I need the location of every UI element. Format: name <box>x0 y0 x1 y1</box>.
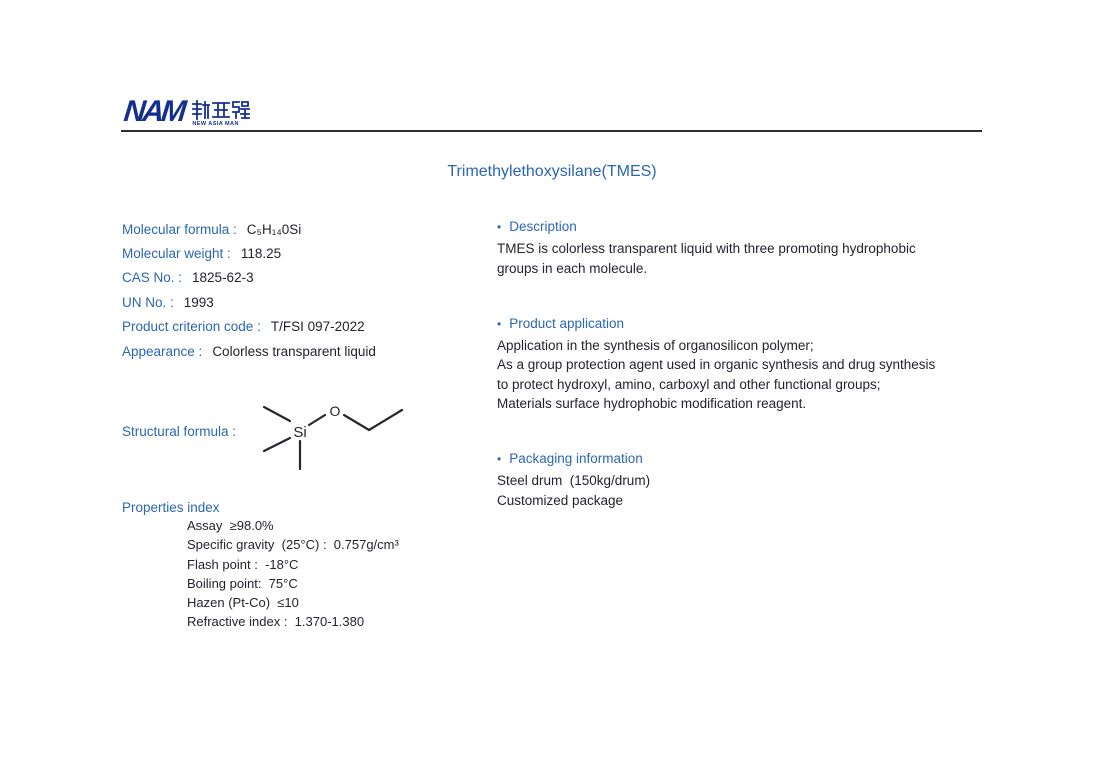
silicon-atom-label: Si <box>293 424 307 441</box>
field-label: Product criterion code : <box>122 319 261 335</box>
section-text-line: TMES is colorless transparent liquid with three promoting hydrophobic <box>497 241 916 256</box>
section-text-line: groups in each molecule. <box>497 260 648 276</box>
page-title: Trimethylethoxysilane(TMES) <box>447 163 657 180</box>
header-divider <box>121 130 982 132</box>
field-label: Appearance : <box>122 343 203 359</box>
section-text-line: Materials surface hydrophobic modification reagent. <box>497 396 807 411</box>
info-field-row <box>122 290 376 314</box>
section-text-line: to protect hydroxyl, amino, carboxyl and other functional groups; <box>497 376 881 392</box>
right-column <box>497 217 977 546</box>
info-field-row <box>122 241 376 265</box>
field-value: 1825-62-3 <box>192 270 254 286</box>
info-field-row <box>122 339 376 363</box>
bullet-icon: • <box>497 452 502 466</box>
field-label: Molecular weight : <box>122 246 231 262</box>
logo-subtext: NEW ASIA MAN <box>192 121 239 127</box>
property-line: Refractive index : 1.370-1.380 <box>187 614 365 630</box>
property-line: Specific gravity (25°C) : 0.757g/cm³ <box>187 537 399 553</box>
property-line: Assay ≥98.0% <box>187 518 274 533</box>
field-value: 118.25 <box>240 246 282 262</box>
field-value: T/FSI 097-2022 <box>270 319 365 335</box>
properties-list <box>187 516 399 632</box>
content-section <box>497 449 977 510</box>
structural-formula-drawing <box>250 390 415 474</box>
field-label: CAS No. : <box>122 270 183 286</box>
section-heading <box>497 217 977 237</box>
info-field-row <box>122 266 376 290</box>
section-text-line: As a group protection agent used in organic synthesis and drug synthesis <box>497 357 936 372</box>
property-line: Hazen (Pt-Co) ≤10 <box>187 595 299 611</box>
logo-nam-text: NAM <box>122 95 186 128</box>
section-title: Product application <box>509 315 625 331</box>
field-label: UN No. : <box>122 294 174 310</box>
logo-chinese-block <box>192 100 250 127</box>
property-line: Flash point : -18°C <box>187 556 299 572</box>
bullet-icon: • <box>497 220 502 234</box>
section-body <box>497 471 977 510</box>
info-field-row <box>122 217 376 241</box>
structural-formula-label: Structural formula : <box>122 424 237 439</box>
info-fields <box>122 217 376 363</box>
info-field-row <box>122 315 376 339</box>
bullet-icon: • <box>497 316 502 331</box>
property-line: Boiling point: 75°C <box>187 575 298 591</box>
section-heading <box>497 314 977 334</box>
properties-heading: Properties index <box>122 500 220 515</box>
section-title: Description <box>509 219 577 234</box>
section-heading <box>497 449 977 469</box>
section-body <box>497 239 977 278</box>
field-label: Molecular formula : <box>122 221 237 237</box>
section-body <box>497 336 977 414</box>
content-section <box>497 314 977 414</box>
oxygen-atom-label: O <box>329 403 341 419</box>
content-section <box>497 217 977 278</box>
section-text-line: Steel drum (150kg/drum) <box>497 473 651 488</box>
field-value: 1993 <box>183 294 214 310</box>
section-title: Packaging information <box>509 451 643 466</box>
section-text-line: Customized package <box>497 492 624 508</box>
section-text-line: Application in the synthesis of organosilicon polymer; <box>497 337 814 353</box>
field-value: C₅H₁₄0Si <box>246 221 302 237</box>
company-logo <box>122 95 250 128</box>
logo-chinese-characters-icon <box>192 100 250 120</box>
field-value: Colorless transparent liquid <box>212 343 376 359</box>
